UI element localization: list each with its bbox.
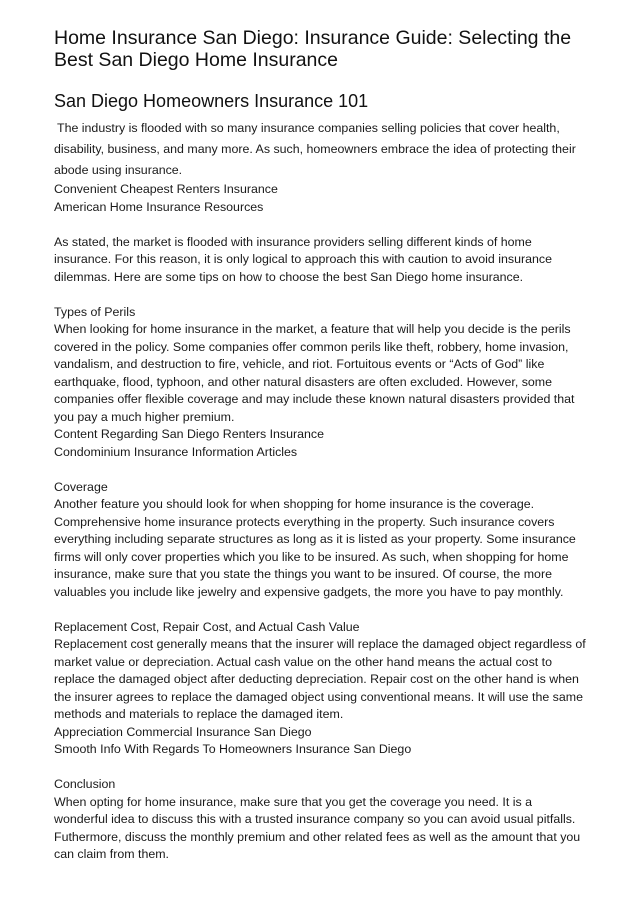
section-body-coverage: Another feature you should look for when shopping for home insurance is the coverage. Comprehensive home insurance protects everything in the property. Such insurance covers everything including separate structures as long as it is listed as your property. Some insurance firms will only cover properties which you like to be insured. As such, when shopping for home insurance, make sure that you state the things you want to be insured. Of course, the more valuables you include like jewelry and expensive gadgets, the more you have to pay monthly. [54,497,576,599]
related-link[interactable]: Smooth Info With Regards To Homeowners Insurance San Diego [54,742,412,756]
section-heading-perils: Types of Perils [54,304,136,319]
section-heading-coverage: Coverage [54,479,108,494]
section-body-perils: When looking for home insurance in the market, a feature that will help you decide is the perils covered in the policy. Some companies offer common perils like theft, robbery, home invasion, vandalism, and destruction to fire, vehicle, and riot. Fortuitous events or “Acts of God” like earthquake, flood, typhoon, and other natural disasters are often excluded. However, some companies offer flexible coverage and may include these known natural disasters provided that you pay a much higher premium. [54,322,575,424]
subtitle: San Diego Homeowners Insurance 101 [54,91,369,111]
related-link[interactable]: Appreciation Commercial Insurance San Diego [54,724,312,739]
related-link[interactable]: Convenient Cheapest Renters Insurance [54,182,278,196]
related-link[interactable]: American Home Insurance Resources [54,199,264,214]
document-title [54,27,588,71]
section-body-conclusion: When opting for home insurance, make sure that you get the coverage you need. It is a wonderful idea to discuss this with a trusted insurance company so you can avoid usual pitfalls. Futhermore, discuss the monthly premium and other related fees as well as the amount that you can claim from them. [54,794,581,861]
title-line-1: Home Insurance San Diego: Insurance Guide: Selecting the [54,27,572,49]
section-heading-cost: Replacement Cost, Repair Cost, and Actual Cash Value [54,619,360,634]
tips-paragraph: As stated, the market is flooded with insurance providers selling different kinds of home insurance. For this reason, it is only logical to approach this with caution to avoid insurance dilemmas. Here are some tips on how to choose the best San Diego home insurance. [54,234,552,284]
related-link[interactable]: Content Regarding San Diego Renters Insurance [54,427,325,441]
section-heading-conclusion: Conclusion [54,777,116,791]
intro-paragraph: The industry is flooded with so many insurance companies selling policies that cover health, disability, business, and many more. As such, homeowners embrace the idea of protecting their abode using insurance. [54,121,576,177]
section-body-cost: Replacement cost generally means that the insurer will replace the damaged object regardless of market value or depreciation. Actual cash value on the other hand means the actual cost to replace the damaged object after deducting depreciation. Repair cost on the other hand is when the insurer agrees to replace the damaged object using conventional means. It will use the same methods and materials to replace the damaged item. [54,637,586,721]
title-line-2: Best San Diego Home Insurance [54,49,338,71]
related-link[interactable]: Condominium Insurance Information Articles [54,444,298,459]
